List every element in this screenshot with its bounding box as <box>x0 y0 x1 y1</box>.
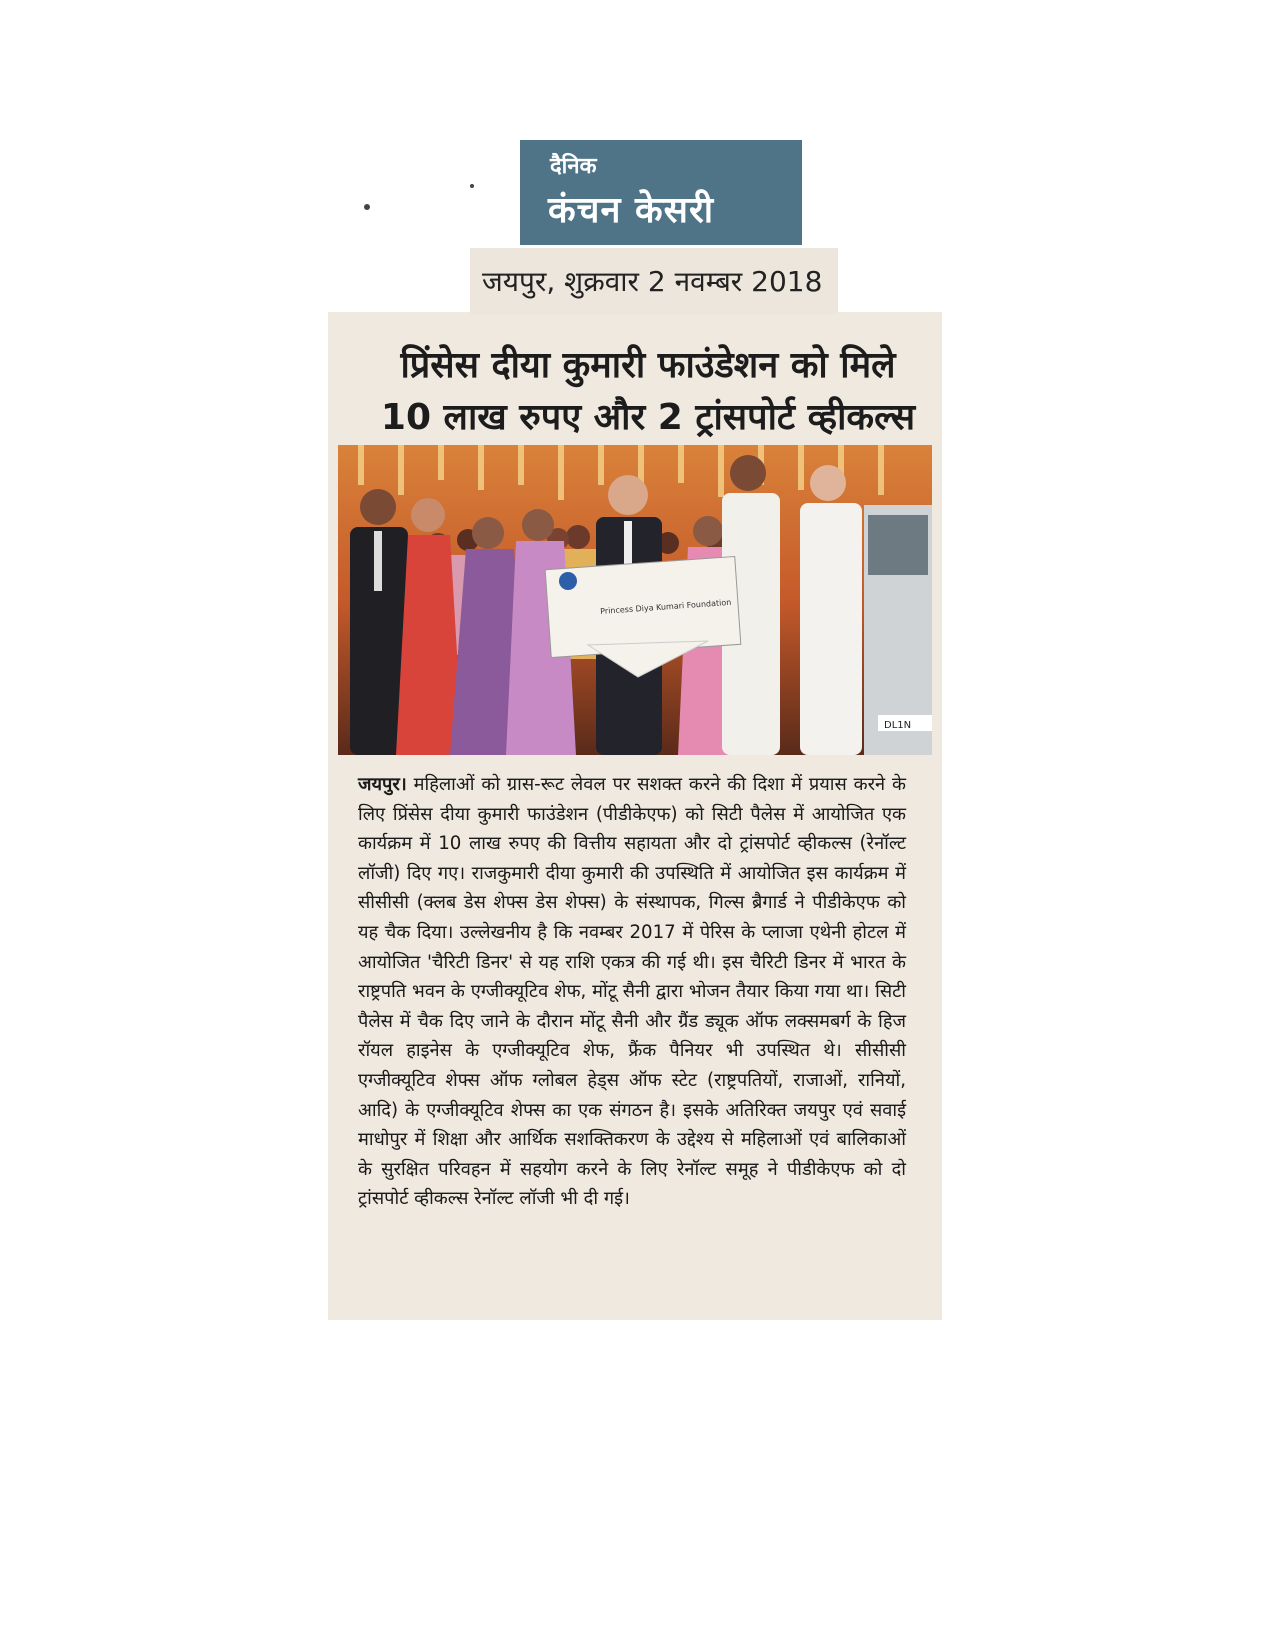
article-text: महिलाओं को ग्रास-रूट लेवल पर सशक्त करने की दिशा में प्रयास करने के लिए प्रिंसेस दीया कुमारी फाउंडेशन (पीडीकेएफ) को सिटी पैलेस में आयोजित एक कार्यक्रम में 10 लाख रुपए की वित्तीय सहायता और दो ट्रांसपोर्ट व्हीकल्स (रेनॉल्ट लॉजी) दिए गए। राजकुमारी दीया कुमारी की उपस्थिति में आयोजित इस कार्यक्रम में सीसीसी (क्लब डेस शेफ्स डेस शेफ्स) के संस्थापक, गिल्स ब्रैगार्ड ने पीडीकेएफ को यह चैक दिया। उल्लेखनीय है कि नवम्बर 2017 में पेरिस के प्लाजा एथेनी होटल में आयोजित 'चैरिटी डिनर' से यह राशि एकत्र की गई थी। इस चैरिटी डिनर में भारत के राष्ट्रपति भवन के एग्जीक्यूटिव शेफ, मोंटू सैनी द्वारा भोजन तैयार किया गया था। सिटी पैलेस में चैक दिए जाने के दौरान मोंटू सैनी और ग्रैंड ड्यूक ऑफ लक्समबर्ग के हिज रॉयल हाइनेस के एग्जीक्यूटिव शेफ, फ्रैंक पैनियर भी उपस्थित थे। सीसीसी एग्जीक्यूटिव शेफ्स ऑफ ग्लोबल हेड्स ऑफ स्टेट (राष्ट्रपतियों, राजाओं, रानियों, आदि) के एग्जीक्यूटिव शेफ्स का एक संगठन है। इसके अतिरिक्त जयपुर एवं सवाई माधोपुर में शिक्षा और आर्थिक सशक्तिकरण के उद्देश्य से महिलाओं एवं बालिकाओं के सुरक्षित परिवहन में सहयोग करने के लिए रेनॉल्ट समूह ने पीडीकेएफ को दो ट्रांसपोर्ट व्हीकल्स रेनॉल्ट लॉजी भी दी गई। <box>358 774 906 1210</box>
print-speck <box>364 204 370 210</box>
newspaper-masthead <box>520 140 802 245</box>
headline-line2: 10 लाख रुपए और 2 ट्रांसपोर्ट व्हीकल्स <box>380 397 916 438</box>
transport-vehicle <box>864 505 932 755</box>
print-speck <box>470 184 474 188</box>
article-headline <box>368 340 928 444</box>
cheque-payee: Princess Diya Kumari Foundation <box>599 597 732 616</box>
masthead-line1: दैनिक <box>550 154 597 179</box>
article-lead: जयपुर। <box>358 774 407 795</box>
dateline: जयपुर, शुक्रवार 2 नवम्बर 2018 <box>482 265 823 298</box>
masthead-title: कंचन केसरी <box>548 190 715 231</box>
article-photo <box>338 445 932 755</box>
event-photo-illustration <box>338 445 932 755</box>
article-body <box>358 770 906 1214</box>
person-man-white-2 <box>800 465 862 755</box>
headline-line1: प्रिंसेस दीया कुमारी फाउंडेशन को मिले <box>400 345 896 386</box>
vehicle-plate: DL1N <box>884 720 912 731</box>
cheque-logo-icon <box>559 572 577 590</box>
